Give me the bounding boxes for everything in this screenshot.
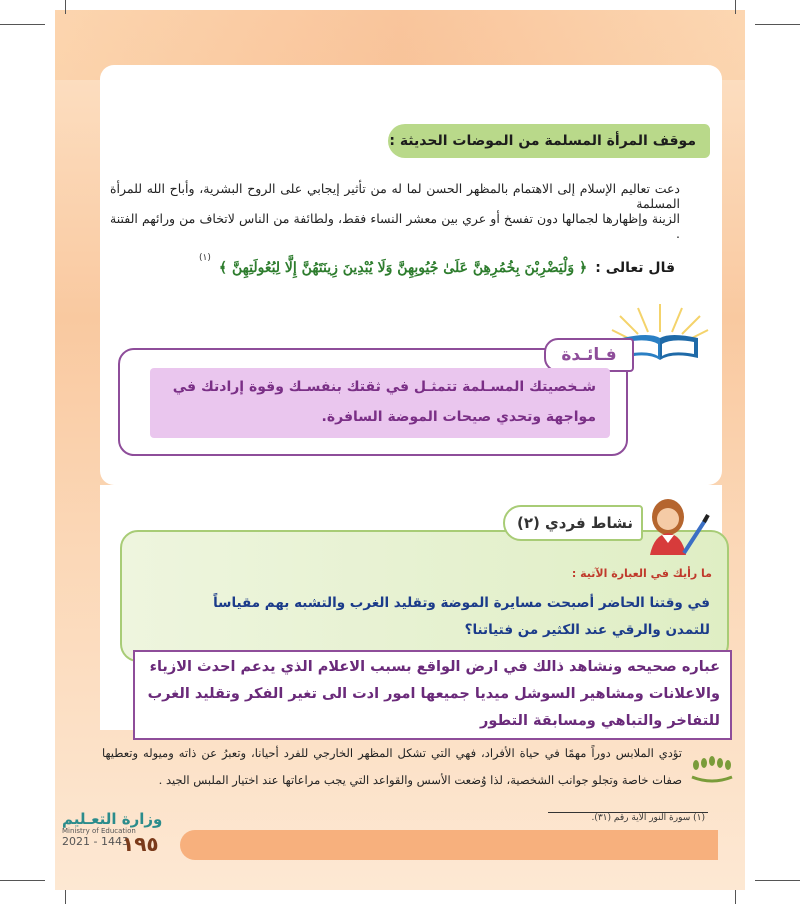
activity-prompt: ما رأيك في العبارة الآتية : [571, 567, 712, 580]
crop-mark [0, 24, 45, 25]
quran-label: قال تعالى : [595, 260, 675, 276]
footer-bar [180, 830, 718, 860]
activity-tag-label: نشاط فردي (٢) [516, 514, 633, 532]
crop-mark [755, 880, 800, 881]
quran-verse-line [199, 253, 675, 276]
activity-tag [503, 505, 643, 541]
crop-mark [735, 890, 736, 904]
crop-mark [755, 24, 800, 25]
faida-text: شـخصيتك المسـلمة تتمثـل في ثقتك بنفسـك وقوة إرادتك في مواجهة وتحدي صيحات الموضة السافرة. [172, 379, 596, 425]
answer-box[interactable] [133, 650, 732, 740]
intro-line-2: الزينة وإظهارها لجمالها دون تفسخ أو عري بين معشر النساء فقط، ولطائفة من الناس لاتخاف من ورائهم الفتنة . [110, 211, 680, 241]
section-heading-text: موقف المرأة المسلمة من الموضات الحديثة : [389, 133, 696, 149]
section-heading [388, 124, 710, 158]
ministry-name-arabic: وزارة التعـليم [62, 810, 163, 828]
crop-mark [65, 890, 66, 904]
activity-question: في وقتنا الحاضر أصبحت مسايرة الموضة وتقليد الغرب والتشبه بهم مقياساً للتمدن والرقي عند الكثير من فتياتنا؟ [213, 595, 710, 638]
intro-line-1: دعت تعاليم الإسلام إلى الاهتمام بالمظهر الحسن لما له من تأثير إيجابي على الروح البشرية، وأباح الله للمرأة المسلمة [110, 181, 680, 211]
student-writing-icon [640, 495, 710, 557]
footnote-reference: (١) [199, 253, 211, 263]
wheat-logo-icon [688, 755, 736, 795]
crop-mark [0, 880, 45, 881]
crop-mark [65, 0, 66, 14]
closing-paragraph: تؤدي الملابس دوراً مهمًا في حياة الأفراد، فهي التي تشكل المظهر الخارجي للفرد أحيانا، وتعبرُ عن ذاته وميوله وتعطيها صفات خاصة وتجلو جوانب الشخصية، لذا وُضعت الأسس والقواعد التي يجب مراعاتها عند اختيار الملبس الجيد . [102, 746, 682, 787]
page-number: ١٩٥ [122, 832, 159, 856]
crop-mark [735, 0, 736, 14]
faida-tag-label: فـائـدة [561, 345, 617, 365]
quran-verse: ﴿ وَلْيَضْرِبْنَ بِخُمُرِهِنَّ عَلَىٰ جُيُوبِهِنَّ وَلَا يُبْدِينَ زِينَتَهُنَّ إِلَّا لِبُعُولَتِهِنَّ ﴾ [218, 260, 588, 276]
answer-text: عباره صحيحه ونشاهد ذالك في ارض الواقع بسبب الاعلام الذي يدعم احدث الازياء والاعلانات ومشاهير السوشل ميديا جميعها امور ادت الى تغير الفكر وتقليد الغرب للتفاخر والتباهي ومسابقة التطور [147, 659, 720, 729]
ministry-name-english: Ministry of Education [62, 827, 136, 835]
faida-highlight [150, 368, 610, 438]
academic-year: 2021 - 1443 [62, 835, 129, 848]
faida-tag [544, 338, 634, 372]
footnote: (١) سورة النور الآية رقم (٣١). [591, 813, 705, 823]
